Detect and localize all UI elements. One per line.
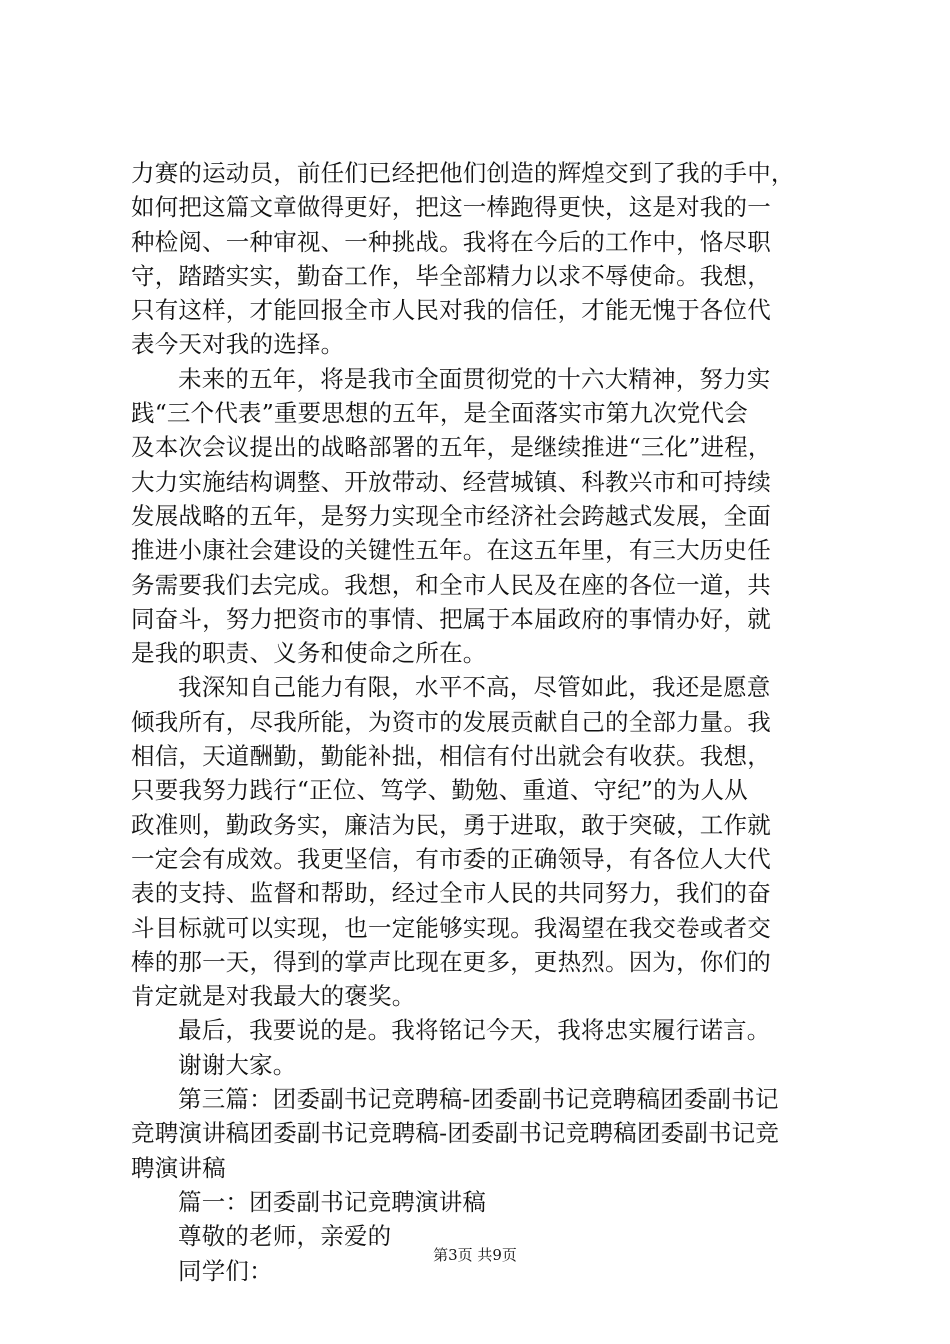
text-line: 同奋斗，努力把资市的事情、把属于本届政府的事情办好，就 bbox=[131, 604, 771, 633]
text-line: 尊敬的老师，亲爱的 bbox=[178, 1222, 392, 1251]
text-line: 竞聘演讲稿团委副书记竞聘稿-团委副书记竞聘稿团委副书记竞 bbox=[131, 1119, 780, 1148]
text-line: 务需要我们去完成。我想，和全市人民及在座的各位一道，共 bbox=[131, 570, 771, 599]
text-line: 未来的五年，将是我市全面贯彻党的十六大精神，努力实 bbox=[178, 364, 771, 393]
text-line: 斗目标就可以实现，也一定能够实现。我渴望在我交卷或者交 bbox=[131, 913, 771, 942]
text-line: 及本次会议提出的战略部署的五年，是继续推进“三化”进程， bbox=[131, 433, 772, 462]
text-line: 表今天对我的选择。 bbox=[131, 330, 345, 359]
text-line: 发展战略的五年，是努力实现全市经济社会跨越式发展，全面 bbox=[131, 501, 771, 530]
text-line: 力赛的运动员，前任们已经把他们创造的辉煌交到了我的手中， bbox=[131, 159, 795, 187]
page-footer: 第3页 共9页 bbox=[433, 1246, 517, 1264]
text-line: 肯定就是对我最大的褒奖。 bbox=[131, 982, 416, 1011]
text-line: 践“三个代表”重要思想的五年，是全面落实市第九次党代会 bbox=[131, 399, 748, 428]
text-line: 相信，天道酬勤，勤能补拙，相信有付出就会有收获。我想， bbox=[131, 742, 771, 771]
text-line: 聘演讲稿 bbox=[131, 1153, 226, 1182]
text-line: 一定会有成效。我更坚信，有市委的正确领导，有各位人大代 bbox=[131, 844, 771, 873]
text-line: 篇一：团委副书记竞聘演讲稿 bbox=[178, 1187, 487, 1216]
text-line: 谢谢大家。 bbox=[178, 1050, 297, 1079]
text-line: 表的支持、监督和帮助，经过全市人民的共同努力，我们的奋 bbox=[131, 879, 771, 908]
document-body bbox=[131, 156, 831, 1288]
text-line: 第三篇：团委副书记竞聘稿-团委副书记竞聘稿团委副书记 bbox=[178, 1085, 779, 1114]
text-line: 最后，我要说的是。我将铭记今天，我将忠实履行诺言。 bbox=[178, 1016, 771, 1045]
text-line: 如何把这篇文章做得更好，把这一棒跑得更快，这是对我的一 bbox=[131, 193, 771, 222]
text-line: 大力实施结构调整、开放带动、经营城镇、科教兴市和可持续 bbox=[131, 467, 771, 496]
text-line: 政准则，勤政务实，廉洁为民，勇于进取，敢于突破，工作就 bbox=[131, 810, 771, 839]
text-line: 我深知自己能力有限，水平不高，尽管如此，我还是愿意 bbox=[178, 673, 771, 702]
text-line: 推进小康社会建设的关键性五年。在这五年里，有三大历史任 bbox=[131, 536, 771, 565]
text-line: 只要我努力践行“正位、笃学、勤勉、重道、守纪”的为人从 bbox=[131, 776, 748, 805]
text-line: 种检阅、一种审视、一种挑战。我将在今后的工作中，恪尽职 bbox=[131, 227, 771, 256]
text-line: 只有这样，才能回报全市人民对我的信任，才能无愧于各位代 bbox=[131, 296, 771, 325]
text-line: 是我的职责、义务和使命之所在。 bbox=[131, 639, 487, 668]
text-line: 棒的那一天，得到的掌声比现在更多，更热烈。因为，你们的 bbox=[131, 947, 771, 976]
text-line: 倾我所有，尽我所能，为资市的发展贡献自己的全部力量。我 bbox=[131, 707, 771, 736]
text-line: 同学们： bbox=[178, 1256, 273, 1285]
text-line: 守，踏踏实实，勤奋工作，毕全部精力以求不辱使命。我想， bbox=[131, 261, 771, 290]
